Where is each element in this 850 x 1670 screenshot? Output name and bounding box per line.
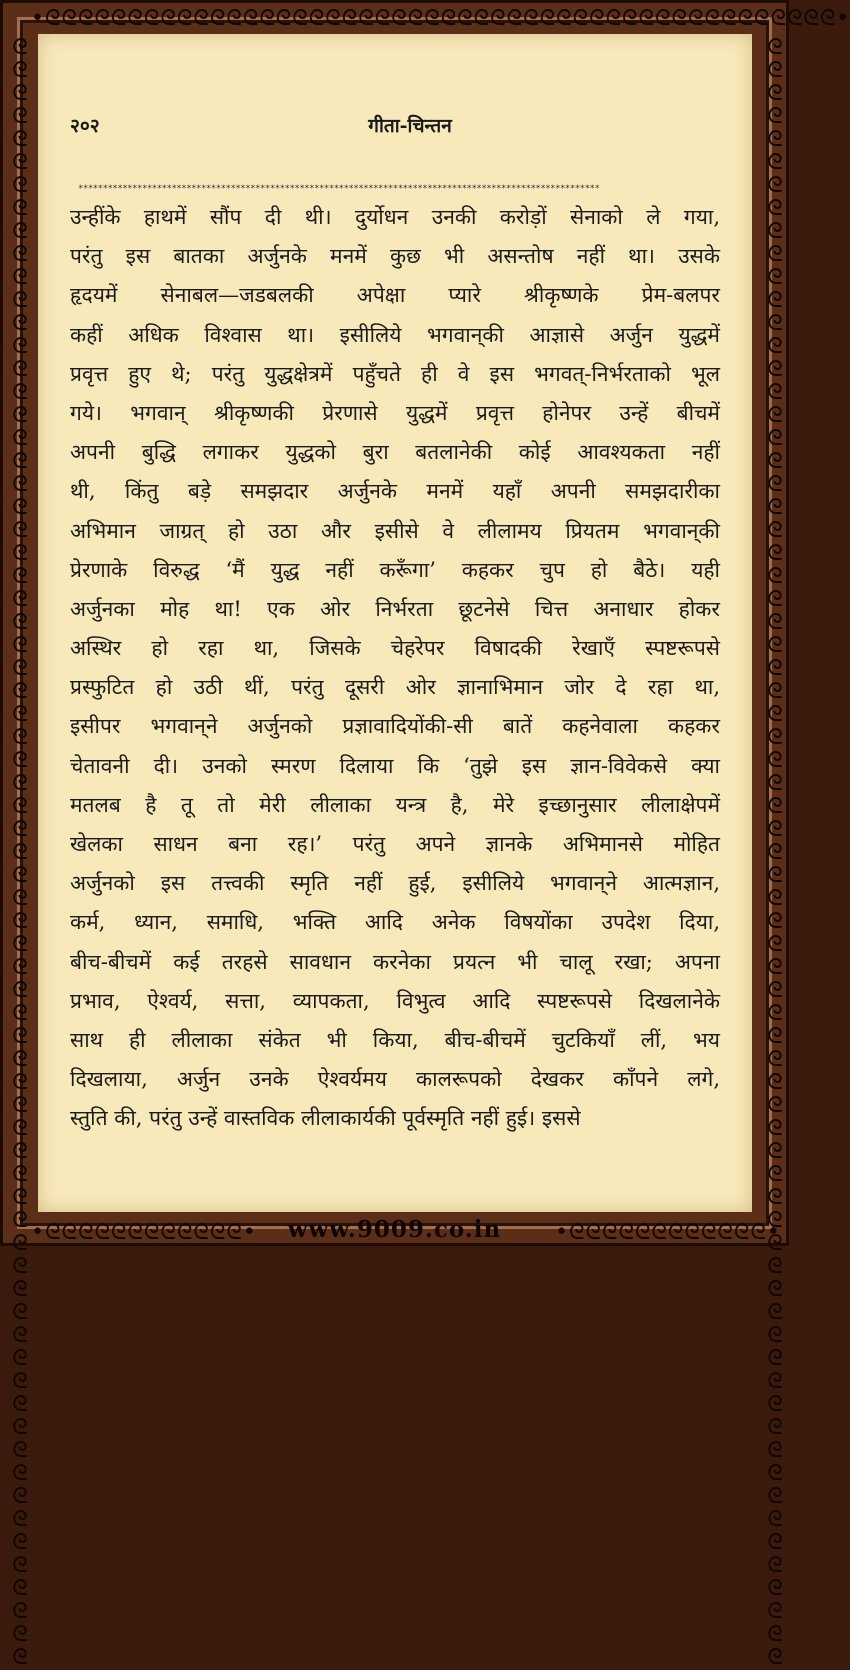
text-line: अपनी बुद्धि लगाकर युद्धको बुरा बतलानेकी कोई आवश्यकता नहीं [70,440,720,465]
text-line: खेलका साधन बना रह।’ परंतु अपने ज्ञानके अभिमानसे मोहित [70,832,720,856]
page-number: २०२ [70,115,100,137]
book-page [38,34,752,1212]
text-line: प्रवृत्त हुए थे; परंतु युद्धक्षेत्रमें पहुँचते ही वे इस भगवत्-निर्भरताको भूल [70,361,720,386]
page-header [70,112,720,142]
text-line: दिखलाया, अर्जुन उनके ऐश्वर्यमय कालरूपको देखकर काँपने लगे, [70,1067,720,1092]
text-line: कर्म, ध्यान, समाधि, भक्ति आदि अनेक विषयोंका उपदेश दिया, [70,910,720,935]
text-line: कहीं अधिक विश्वास था। इसीलिये भगवान्‌की आज्ञासे अर्जुन युद्धमें [70,322,720,347]
page-title: गीता-चिन्तन [368,115,452,137]
text-line: इसीपर भगवान्‌ने अर्जुनको प्रज्ञावादियोंकी-सी बातें कहनेवाला कहकर [70,714,720,739]
header-separator: ********************************************************************************************************** [78,184,600,194]
text-line: उन्हींके हाथमें सौंप दी थी। दुर्योधन उनकी करोड़ों सेनाको ले गया, [70,205,720,229]
text-line: परंतु इस बातका अर्जुनके मनमें कुछ भी असन्तोष नहीं था। उसके [70,244,720,269]
scrollwork-bottom-right: •ᘓᘓᘓᘓᘓᘓᘓᘓᘓᘓᘓᘓ• [555,1220,781,1245]
text-line: थी, किंतु बड़े समझदार अर्जुनके मनमें यहाँ अपनी समझदारीका [70,479,720,504]
text-line: बीच-बीचमें कई तरहसे सावधान करनेका प्रयत्न भी चालू रखा; अपना [70,949,720,974]
text-line: स्तुति की, परंतु उन्हें वास्तविक लीलाकार्यकी पूर्वस्मृति नहीं हुई। इससे [70,1106,581,1131]
body-text [70,198,720,1139]
scrollwork-bottom-left: •ᘓᘓᘓᘓᘓᘓᘓᘓᘓᘓᘓᘓ• [31,1220,257,1245]
scrollwork-left-border: ᘓᘓᘓᘓᘓᘓᘓᘓᘓᘓᘓᘓᘓᘓᘓᘓᘓᘓᘓᘓᘓᘓᘓᘓᘓᘓᘓᘓᘓᘓᘓᘓᘓᘓᘓᘓᘓᘓᘓᘓᘓᘓᘓᘓᘓᘓᘓᘓᘓᘓᘓᘓᘓᘓᘓᘓᘓᘓᘓᘓᘓᘓᘓᘓᘓᘓᘓᘓᘓᘓᘓ [8,37,33,1670]
text-line: प्रस्फुटित हो उठी थीं, परंतु दूसरी ओर ज्ञानाभिमान जोर दे रहा था, [70,675,720,700]
text-line: मतलब है तू तो मेरी लीलाका यन्त्र है, मेरे इच्छानुसार लीलाक्षेपमें [70,792,720,817]
text-line: हृदयमें सेनाबल—जडबलकी अपेक्षा प्यारे श्रीकृष्णके प्रेम-बलपर [70,283,720,308]
website-footer: www.9009.co.in [287,1216,502,1243]
text-line: प्रेरणाके विरुद्ध ‘मैं युद्ध नहीं करूँगा’ कहकर चुप हो बैठे। यही [70,557,720,582]
text-line: गये। भगवान् श्रीकृष्णकी प्रेरणासे युद्धमें प्रवृत्त होनेपर उन्हें बीचमें [70,400,720,425]
text-line: साथ ही लीलाका संकेत भी किया, बीच-बीचमें चुटकियाँ लीं, भय [70,1027,720,1052]
scrollwork-top-border: •ᘓᘓᘓᘓᘓᘓᘓᘓᘓᘓᘓᘓᘓᘓᘓᘓᘓᘓᘓᘓᘓᘓᘓᘓᘓᘓᘓᘓᘓᘓᘓᘓᘓᘓᘓᘓᘓᘓᘓᘓᘓᘓᘓᘓᘓᘓᘓᘓ• [31,6,850,31]
text-line: चेतावनी दी। उनको स्मरण दिलाया कि ‘तुझे इस ज्ञान-विवेकसे क्या [70,753,720,778]
text-line: अर्जुनको इस तत्त्वकी स्मृति नहीं हुई, इसीलिये भगवान्‌ने आत्मज्ञान, [70,871,720,896]
text-line: अर्जुनका मोह था! एक ओर निर्भरता छूटनेसे चित्त अनाधार होकर [70,596,720,621]
text-line: अस्थिर हो रहा था, जिसके चेहरेपर विषादकी रेखाएँ स्पष्टरूपसे [70,636,720,661]
text-line: प्रभाव, ऐश्वर्य, सत्ता, व्यापकता, विभुत्व आदि स्पष्टरूपसे दिखलानेके [70,988,720,1013]
text-line: अभिमान जाग्रत् हो उठा और इसीसे वे लीलामय प्रियतम भगवान्‌की [70,518,720,543]
scrollwork-right-border: ᘓᘓᘓᘓᘓᘓᘓᘓᘓᘓᘓᘓᘓᘓᘓᘓᘓᘓᘓᘓᘓᘓᘓᘓᘓᘓᘓᘓᘓᘓᘓᘓᘓᘓᘓᘓᘓᘓᘓᘓᘓᘓᘓᘓᘓᘓᘓᘓᘓᘓᘓᘓᘓᘓᘓᘓᘓᘓᘓᘓᘓᘓᘓᘓᘓᘓᘓᘓᘓᘓᘓ [763,37,788,1670]
